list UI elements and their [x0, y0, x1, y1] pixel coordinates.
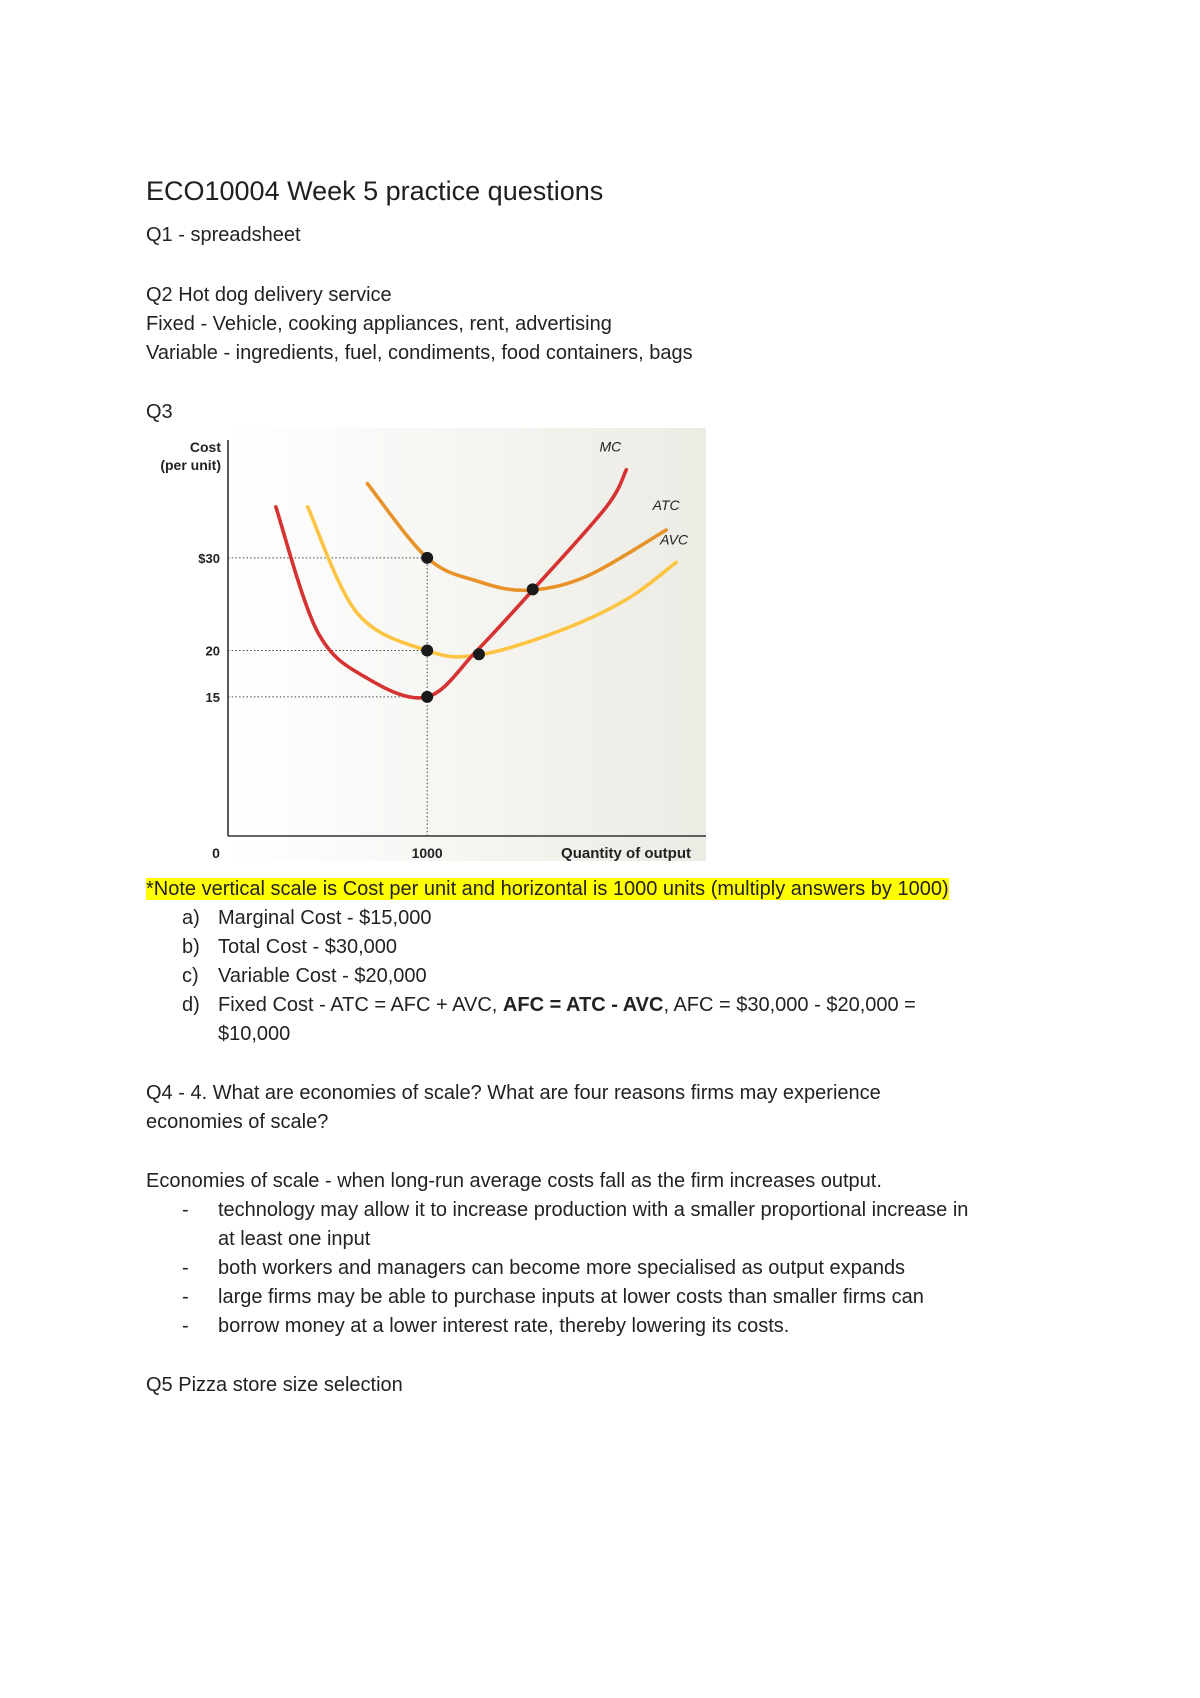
mc-series-label: MC [599, 438, 622, 455]
answer-d-label: d) [182, 994, 200, 1016]
q3-answer-d [182, 993, 916, 1017]
q3-note [146, 877, 949, 901]
answer-b-text: Total Cost - $30,000 [218, 936, 397, 958]
avc-series-label: AVC [660, 531, 689, 548]
bullet-2: both workers and managers can become more specialised as output expands [218, 1257, 906, 1279]
q5-heading: Q5 Pizza store size selection [146, 1374, 403, 1396]
y-axis-label-line1: Cost [189, 439, 221, 455]
answer-d-text-part2: , AFC = $30,000 - $20,000 = [663, 994, 916, 1016]
answer-a-label: a) [182, 907, 200, 929]
bullet-marker: - [182, 1199, 189, 1221]
q4-definition: Economies of scale - when long-run average costs fall as the firm increases output. [146, 1170, 882, 1192]
y-tick-label: 20 [205, 643, 220, 659]
answer-c-label: c) [182, 965, 199, 987]
intersection-point-2 [421, 645, 433, 657]
answer-d-bold-formula: AFC = ATC - AVC [502, 994, 664, 1016]
answer-d-text-part1: Fixed Cost - ATC = AFC + AVC, [218, 994, 503, 1016]
x-tick-label: 1000 [411, 845, 443, 861]
bullet-1-line1: technology may allow it to increase production with a smaller proportional increase in [218, 1199, 969, 1221]
intersection-point-3 [421, 691, 433, 703]
intersection-point-1 [421, 552, 433, 564]
bullet-4: borrow money at a lower interest rate, thereby lowering its costs. [218, 1315, 790, 1337]
bullet-marker: - [182, 1315, 189, 1337]
y-tick-label: 15 [205, 689, 220, 705]
y-axis-label-line2: (per unit) [160, 457, 221, 473]
q2-variable-line: Variable - ingredients, fuel, condiments, food containers, bags [146, 342, 693, 364]
bullet-marker: - [182, 1257, 189, 1279]
q3-note-highlight: *Note vertical scale is Cost per unit and horizontal is 1000 units (multiply answers by 1000) [146, 878, 949, 900]
bullet-1-line2: at least one input [218, 1228, 371, 1250]
bullet-3: large firms may be able to purchase inputs at lower costs than smaller firms can [218, 1286, 924, 1308]
q1-line: Q1 - spreadsheet [146, 224, 301, 246]
y-tick-label: $30 [198, 550, 220, 566]
chart-plot-background [229, 428, 706, 861]
intersection-point-5 [527, 583, 539, 595]
answer-c-text: Variable Cost - $20,000 [218, 965, 427, 987]
q3-answer-a [182, 906, 431, 930]
q3-answer-d-line2: $10,000 [218, 1023, 291, 1045]
x-axis-label: Quantity of output [561, 845, 691, 862]
q4-question-line2: economies of scale? [146, 1111, 329, 1133]
x-tick-label: 0 [212, 845, 220, 861]
bullet-marker: - [182, 1286, 189, 1308]
atc-series-label: ATC [652, 497, 680, 513]
document-title: ECO10004 Week 5 practice questions [146, 176, 604, 206]
q3-answer-c [182, 964, 427, 988]
q3-answer-b [182, 935, 397, 959]
answer-a-text: Marginal Cost - $15,000 [218, 907, 432, 929]
q4-question-line1: Q4 - 4. What are economies of scale? What are four reasons firms may experience [146, 1082, 881, 1104]
q2-fixed-line: Fixed - Vehicle, cooking appliances, rent, advertising [146, 313, 612, 335]
cost-curves-chart [146, 428, 706, 863]
intersection-point-4 [473, 648, 485, 660]
q2-heading: Q2 Hot dog delivery service [146, 284, 392, 306]
q3-heading: Q3 [146, 401, 173, 423]
answer-b-label: b) [182, 936, 200, 958]
